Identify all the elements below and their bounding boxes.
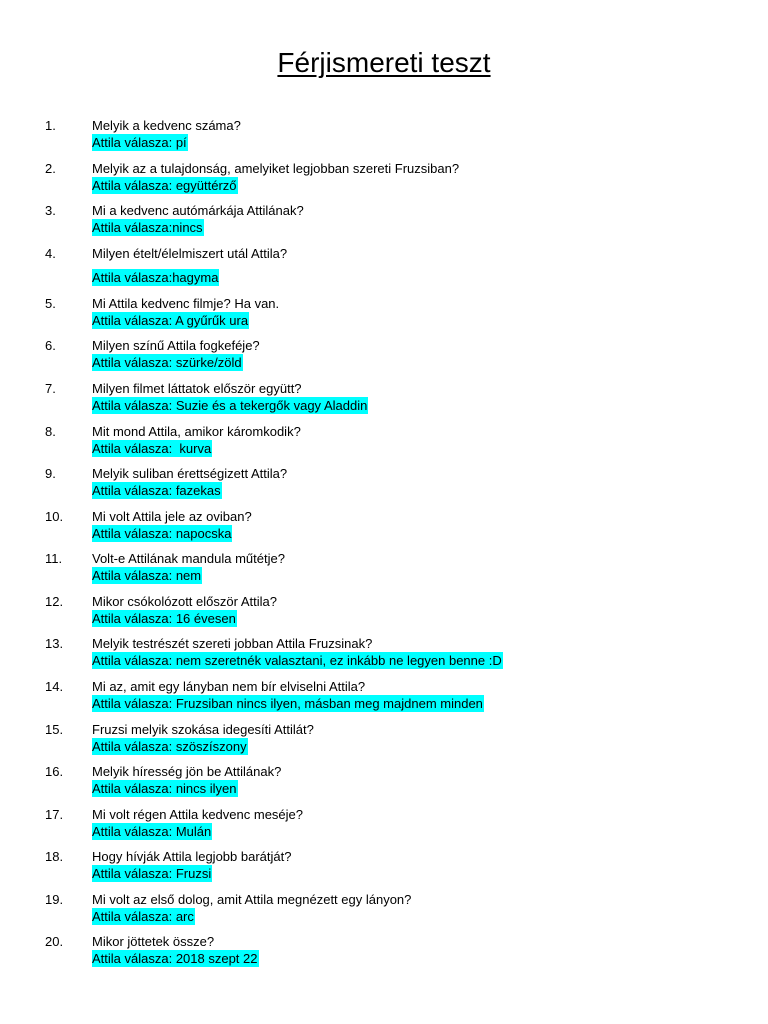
answer-text: Attila válasza: fazekas: [92, 483, 221, 498]
question-number: 19.: [45, 892, 64, 907]
question-number: 15.: [45, 722, 64, 737]
answer-text: Attila válasza: Mulán: [92, 824, 212, 839]
question-number: 9.: [45, 466, 56, 481]
question-number: 3.: [45, 203, 56, 218]
question-number: 2.: [45, 161, 56, 176]
question-text: Melyik a kedvenc száma?: [92, 118, 241, 133]
question-text: Mit mond Attila, amikor káromkodik?: [92, 424, 301, 439]
answer-text: Attila válasza: együttérző: [92, 178, 237, 193]
answer-text: Attila válasza:hagyma: [92, 270, 219, 285]
question-number: 17.: [45, 807, 64, 822]
answer-text: Attila válasza: arc: [92, 909, 194, 924]
question-text: Melyik testrészét szereti jobban Attila Fruzsinak?: [92, 636, 373, 651]
answer-text: Attila válasza: nem: [92, 568, 202, 583]
question-number: 12.: [45, 594, 64, 609]
question-number: 16.: [45, 764, 64, 779]
question-text: Milyen színű Attila fogkeféje?: [92, 338, 260, 353]
question-text: Fruzsi melyik szokása idegesíti Attilát?: [92, 722, 314, 737]
question-text: Melyik híresség jön be Attilának?: [92, 764, 282, 779]
question-text: Mi volt régen Attila kedvenc meséje?: [92, 807, 303, 822]
question-text: Milyen ételt/élelmiszert utál Attila?: [92, 246, 288, 261]
question-text: Melyik suliban érettségizett Attila?: [92, 466, 288, 481]
question-text: Mi volt Attila jele az oviban?: [92, 509, 252, 524]
answer-text: Attila válasza: szürke/zöld: [92, 355, 242, 370]
question-text: Volt-e Attilának mandula műtétje?: [92, 551, 285, 566]
answer-text: Attila válasza: 16 évesen: [92, 611, 236, 626]
question-number: 6.: [45, 338, 56, 353]
answer-text: Attila válasza: Fruzsiban nincs ilyen, másban meg majdnem minden: [92, 696, 483, 711]
question-number: 11.: [45, 551, 63, 566]
question-text: Mikor jöttetek össze?: [92, 934, 215, 949]
answer-text: Attila válasza: pí: [92, 135, 187, 150]
question-number: 5.: [45, 296, 56, 311]
question-number: 20.: [45, 934, 64, 949]
question-text: Mi az, amit egy lányban nem bír elviselni Attila?: [92, 679, 366, 694]
question-number: 14.: [45, 679, 64, 694]
question-text: Mi Attila kedvenc filmje? Ha van.: [92, 296, 280, 311]
question-text: Mi a kedvenc autómárkája Attilának?: [92, 203, 304, 218]
question-number: 8.: [45, 424, 56, 439]
question-number: 7.: [45, 381, 56, 396]
answer-text: Attila válasza: kurva: [92, 441, 212, 456]
answer-text: Attila válasza: A gyűrűk ura: [92, 313, 249, 328]
document-title-text: Férjismereti teszt: [277, 47, 491, 78]
answer-text: Attila válasza:nincs: [92, 220, 203, 235]
answer-text: Attila válasza: nem szeretnék valasztani, ez inkább ne legyen benne :D: [92, 653, 502, 668]
question-text: Melyik az a tulajdonság, amelyiket legjobban szereti Fruzsiban?: [92, 161, 460, 176]
question-number: 10.: [45, 509, 64, 524]
question-text: Milyen filmet láttatok először együtt?: [92, 381, 302, 396]
question-number: 4.: [45, 246, 56, 261]
answer-text: Attila válasza: Suzie és a tekergők vagy Aladdin: [92, 398, 368, 413]
question-number: 18.: [45, 849, 64, 864]
question-number: 1.: [45, 118, 56, 133]
question-text: Mikor csókolózott először Attila?: [92, 594, 277, 609]
document-title: [0, 44, 768, 82]
answer-text: Attila válasza: szöszíszony: [92, 739, 247, 754]
answer-text: Attila válasza: nincs ilyen: [92, 781, 237, 796]
question-number: 13.: [45, 636, 64, 651]
answer-text: Attila válasza: napocska: [92, 526, 232, 541]
question-text: Hogy hívják Attila legjobb barátját?: [92, 849, 292, 864]
question-text: Mi volt az első dolog, amit Attila megnézett egy lányon?: [92, 892, 412, 907]
answer-text: Attila válasza: 2018 szept 22: [92, 951, 258, 966]
answer-text: Attila válasza: Fruzsi: [92, 866, 212, 881]
